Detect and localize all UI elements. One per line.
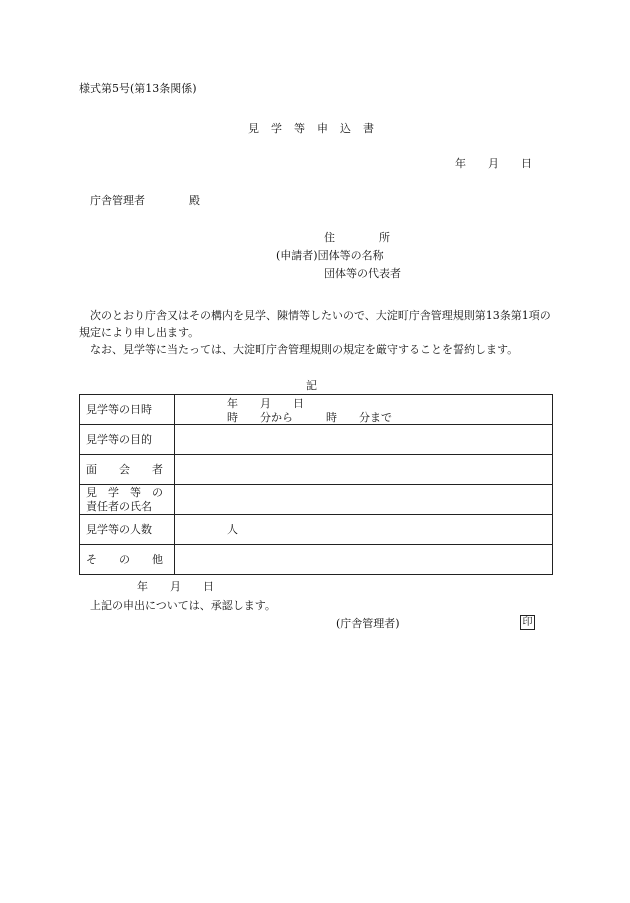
application-date: 年 月 日 [455, 157, 532, 170]
approval-text: 上記の申出については、承認します。 [90, 599, 276, 612]
applicant-address-label: 住 所 [324, 231, 390, 244]
row-value-interviewee[interactable] [175, 455, 553, 485]
body-text [79, 307, 553, 358]
applicant-representative-label: 団体等の代表者 [324, 267, 401, 280]
row-value-responsible[interactable] [175, 485, 553, 515]
row-value-other[interactable] [175, 545, 553, 575]
record-heading: 記 [306, 379, 317, 392]
table-row-datetime [80, 395, 553, 425]
addressee [90, 195, 200, 206]
document-title: 見学等申込書 [248, 122, 386, 135]
row-label-interviewee: 面 会 者 [80, 455, 175, 485]
table-row-interviewee [80, 455, 553, 485]
manager-label: (庁舎管理者) [336, 617, 400, 630]
row-value-headcount[interactable] [175, 515, 553, 545]
row-value-purpose[interactable] [175, 425, 553, 455]
applicant-org-name-label: (申請者)団体等の名称 [276, 249, 384, 262]
addressee-honorific: 殿 [189, 194, 200, 207]
row-label-purpose: 見学等の目的 [80, 425, 175, 455]
table-row-other [80, 545, 553, 575]
addressee-name: 庁舎管理者 [90, 194, 145, 207]
form-number: 様式第5号(第13条関係) [79, 82, 197, 95]
table-row-headcount [80, 515, 553, 545]
approval-date: 年 月 日 [137, 580, 214, 593]
visit-time-template: 時 分から 時 分まで [227, 411, 392, 424]
row-label-responsible: 見 学 等 の 責任者の氏名 [80, 485, 175, 515]
body-paragraph-pledge: なお、見学等に当たっては、大淀町庁舎管理規則の規定を厳守することを誓約します。 [90, 343, 519, 356]
table-row-purpose [80, 425, 553, 455]
application-table [79, 394, 553, 575]
seal-mark: 印 [520, 615, 535, 630]
row-label-datetime: 見学等の日時 [80, 395, 175, 425]
row-value-datetime[interactable] [175, 395, 553, 425]
body-paragraph-request: 次のとおり庁舎又はその構内を見学、陳情等したいので、大淀町庁舎管理規則第13条第1項の規定により申し出ます。 [79, 309, 551, 339]
row-label-headcount: 見学等の人数 [80, 515, 175, 545]
headcount-unit: 人 [227, 523, 238, 536]
row-label-other: そ の 他 [80, 545, 175, 575]
table-row-responsible [80, 485, 553, 515]
visit-date-template: 年 月 日 [227, 397, 304, 410]
